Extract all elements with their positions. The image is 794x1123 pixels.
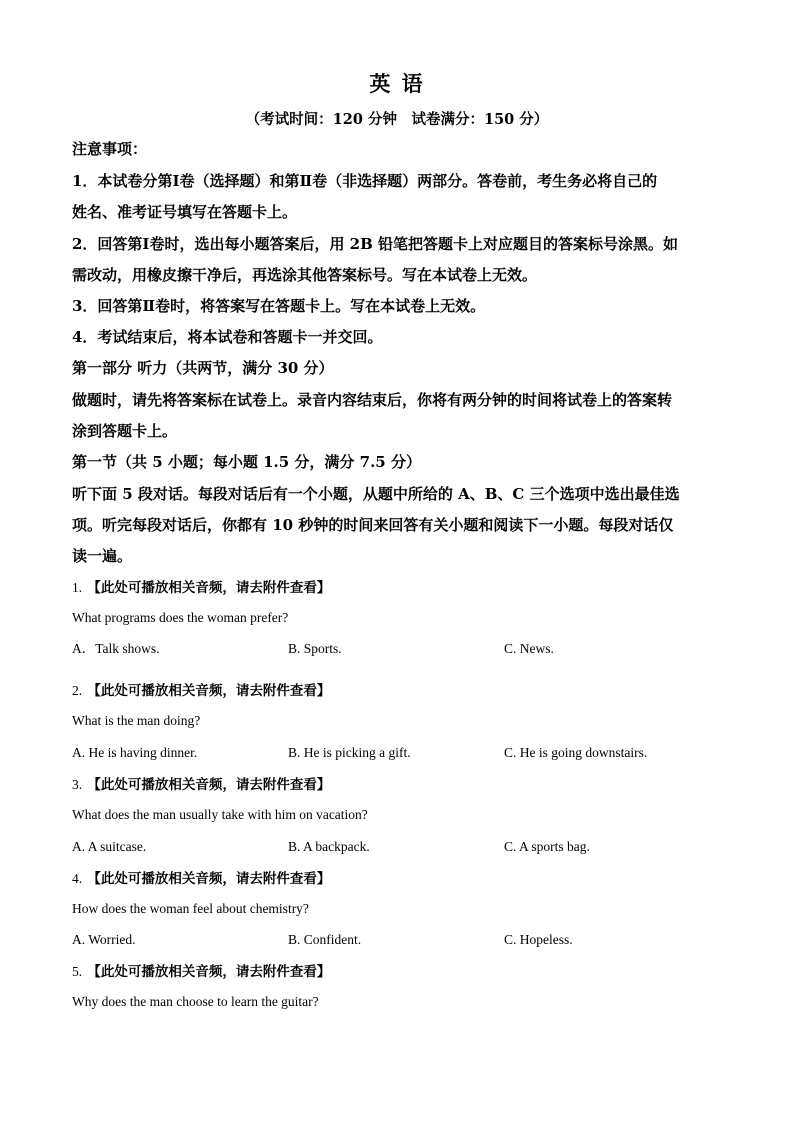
option-b: B. Confident. [288,932,362,947]
question-text: How does the woman feel about chemistry? [72,901,309,916]
question-number: 5. [72,964,83,979]
section1-heading: 第一节（共 5 小题；每小题 1.5 分，满分 7.5 分） [72,453,421,471]
part1-instruction-line: 做题时，请先将答案标在试卷上。录音内容结束后，你将有两分钟的时间将试卷上的答案转 [72,391,673,409]
notice-item-line: 需改动，用橡皮擦干净后，再选涂其他答案标号。写在本试卷上无效。 [72,266,538,284]
audio-note-link[interactable]: 【此处可播放相关音频，请去附件查看】 [87,964,331,980]
option-a: A．Talk shows. [72,641,160,656]
part1-instruction-line: 涂到答题卡上。 [72,422,178,440]
question-audio-line [72,961,732,982]
option-c: C. News. [504,641,554,656]
audio-note-link[interactable]: 【此处可播放相关音频，请去附件查看】 [87,580,331,596]
question-audio-line [72,868,732,889]
notice-item-line: 1．本试卷分第Ⅰ卷（选择题）和第Ⅱ卷（非选择题）两部分。答卷前，考生务必将自己的 [72,172,658,190]
notice-item-line: 4．考试结束后，将本试卷和答题卡一并交回。 [72,328,383,346]
option-b: B. Sports. [288,641,342,656]
notice-item-line: 姓名、准考证号填写在答题卡上。 [72,203,298,221]
option-c: C. A sports bag. [504,839,590,854]
option-c: C. He is going downstairs. [504,745,648,760]
question-text: What programs does the woman prefer? [72,610,289,625]
question-text: What does the man usually take with him on vacation? [72,807,368,822]
audio-note-link[interactable]: 【此处可播放相关音频，请去附件查看】 [87,683,331,699]
question-audio-line [72,577,732,598]
section1-instruction-line: 读一遍。 [72,547,133,565]
exam-title: 英 语 [369,71,425,96]
question-audio-line [72,774,732,795]
option-a: A. A suitcase. [72,839,147,854]
option-a: A. He is having dinner. [72,745,198,760]
audio-note-link[interactable]: 【此处可播放相关音频，请去附件查看】 [87,871,331,887]
option-b: B. He is picking a gift. [288,745,411,760]
notice-heading: 注意事项： [72,140,148,158]
option-a: A. Worried. [72,932,136,947]
question-text: Why does the man choose to learn the guitar? [72,994,319,1009]
question-number: 4. [72,871,83,886]
notice-item-line: 2．回答第Ⅰ卷时，选出每小题答案后，用 2B 铅笔把答题卡上对应题目的答案标号涂黑。如 [72,235,679,253]
question-number: 3. [72,777,83,792]
question-text: What is the man doing? [72,713,201,728]
section1-instruction-line: 项。听完每段对话后，你都有 10 秒钟的时间来回答有关小题和阅读下一小题。每段对话仅 [72,516,674,534]
exam-subtitle: （考试时间：120 分钟 试卷满分：150 分） [245,111,549,128]
option-c: C. Hopeless. [504,932,573,947]
question-number: 1. [72,580,83,595]
section1-instruction-line: 听下面 5 段对话。每段对话后有一个小题，从题中所给的 A、B、C 三个选项中选出最佳选 [72,485,680,503]
audio-note-link[interactable]: 【此处可播放相关音频，请去附件查看】 [87,777,331,793]
question-number: 2. [72,683,83,698]
option-b: B. A backpack. [288,839,370,854]
notice-item-line: 3．回答第Ⅱ卷时，将答案写在答题卡上。写在本试卷上无效。 [72,297,486,315]
part1-heading: 第一部分 听力（共两节，满分 30 分） [72,359,334,377]
question-audio-line [72,680,732,701]
